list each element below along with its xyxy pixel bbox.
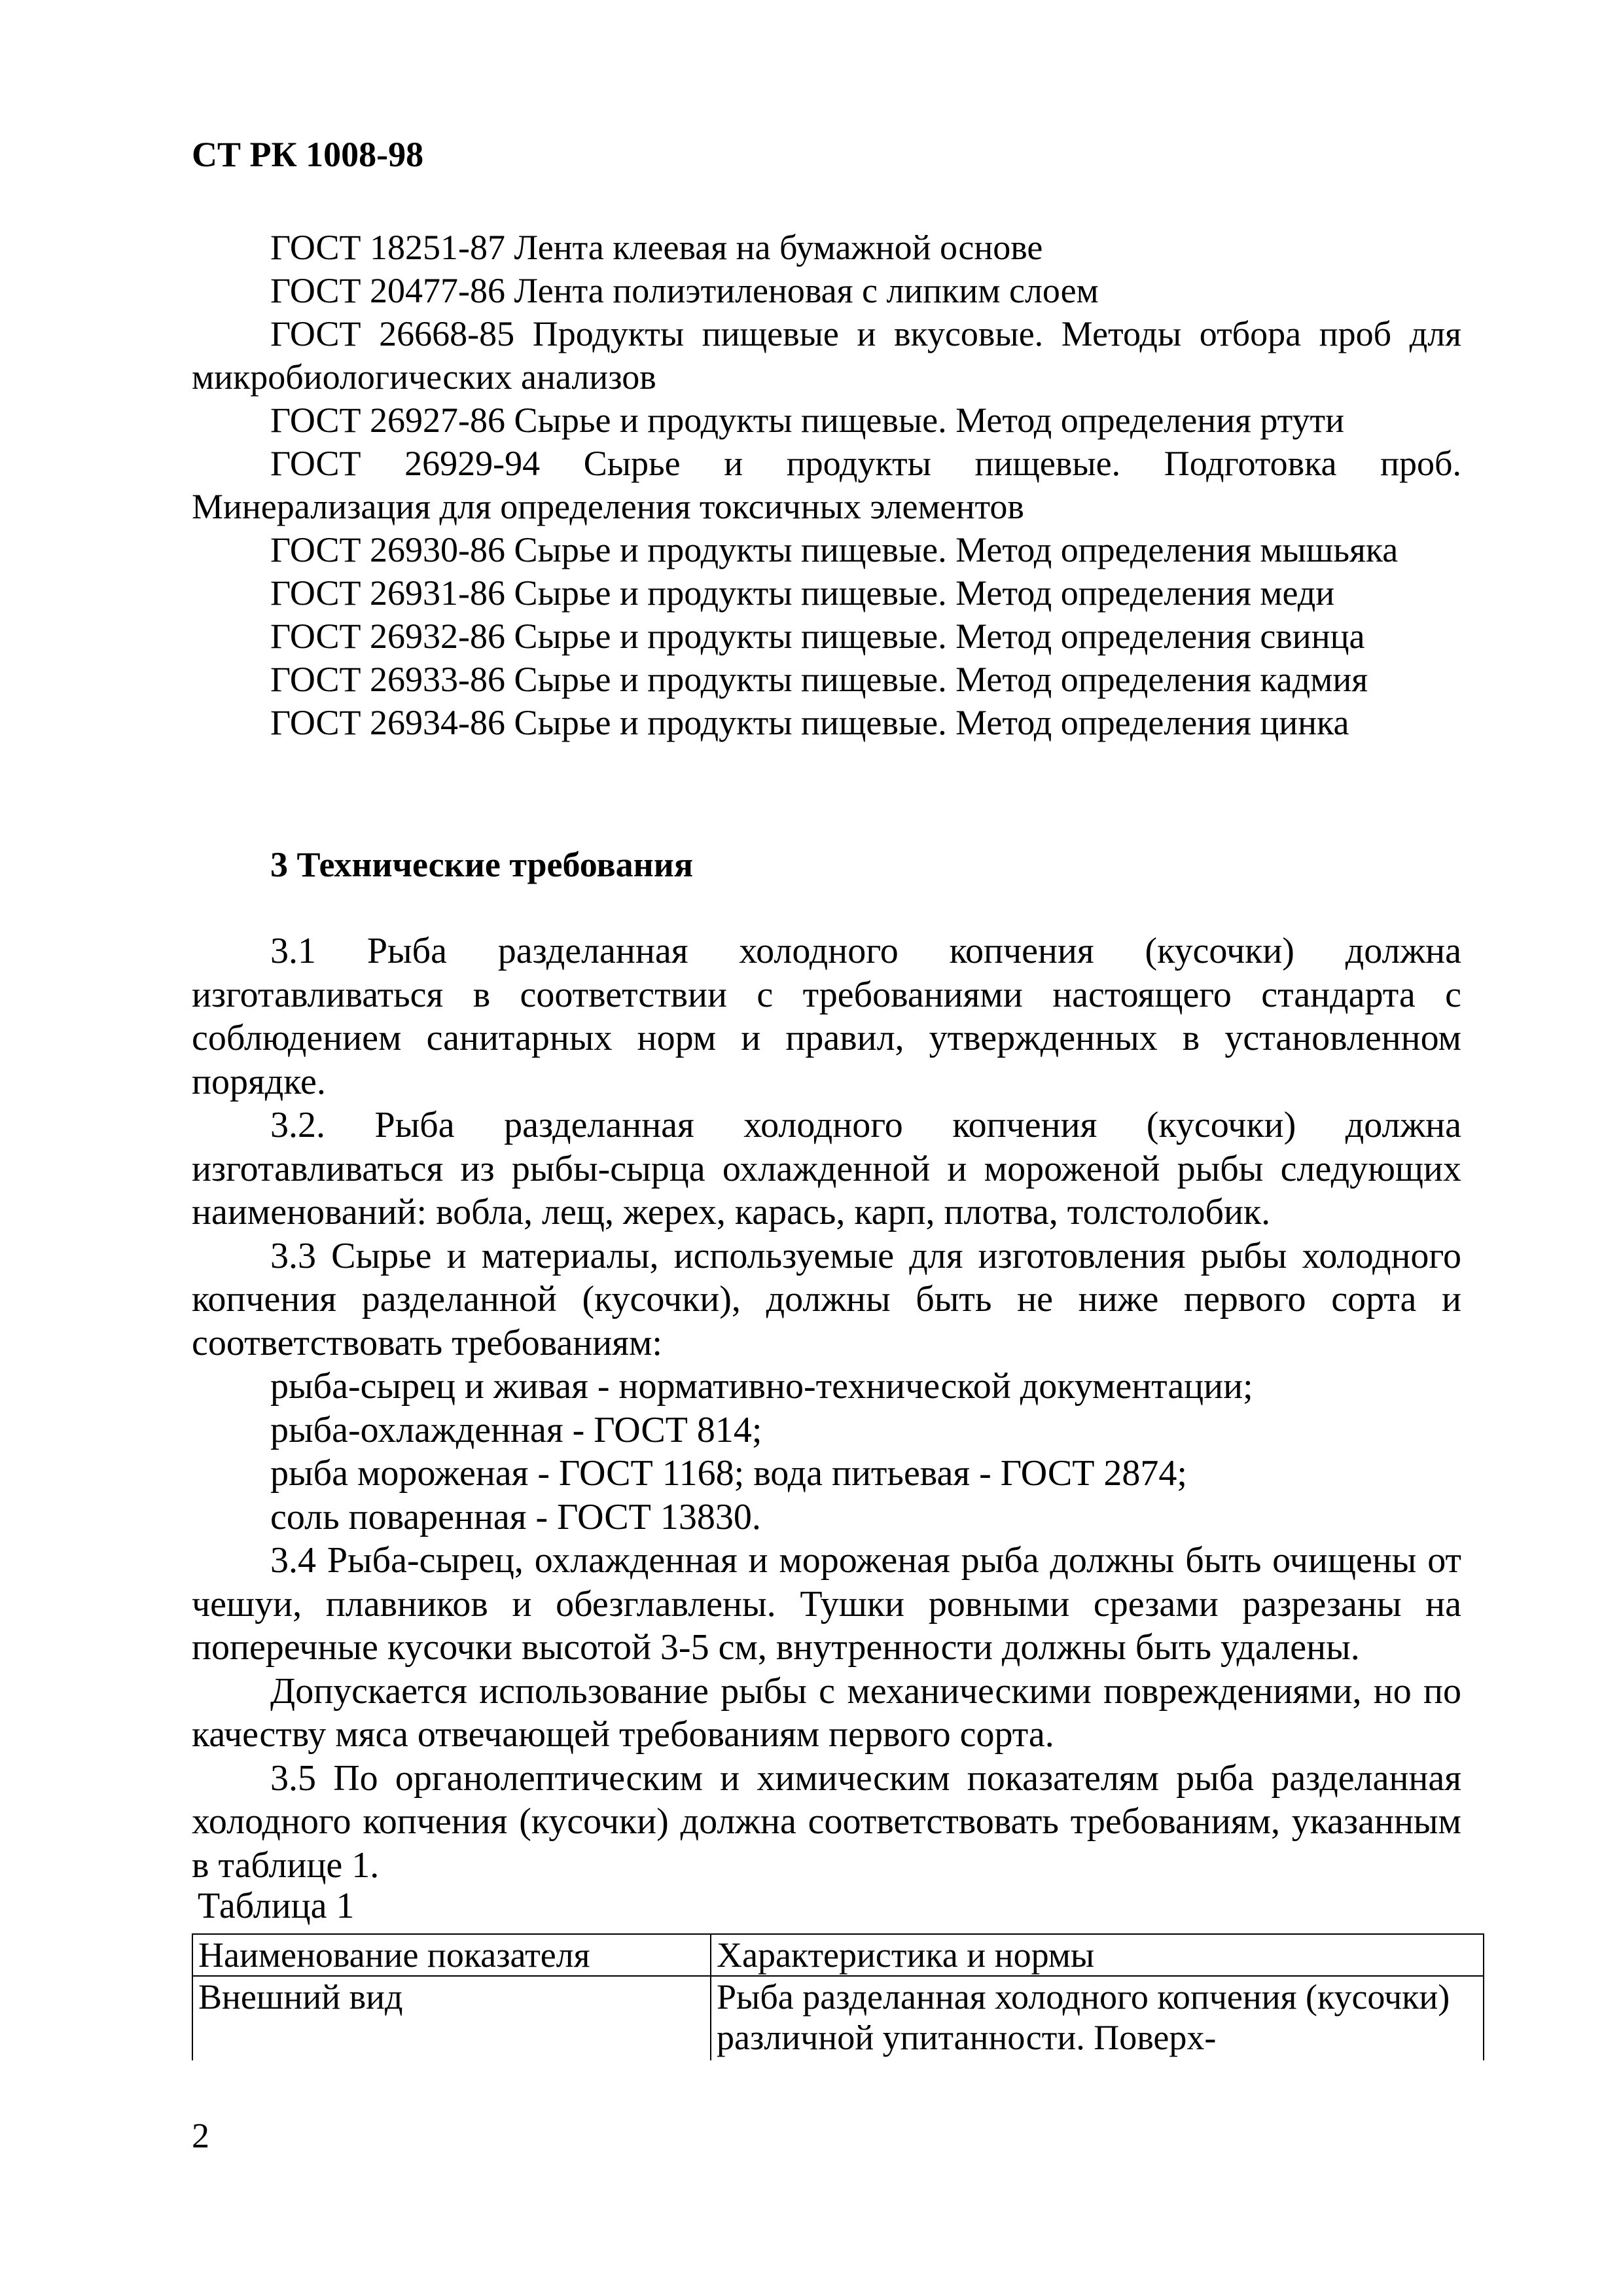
reference-item: ГОСТ 26929-94 Сырье и продукты пищевые. Подготовка проб. Минерализация для определения токсичных элементов (192, 444, 1461, 526)
table-header-cell: Наименование показателя (192, 1934, 711, 1976)
section-body (192, 929, 1461, 1887)
reference-item: ГОСТ 26931-86 Сырье и продукты пищевые. Метод определения меди (270, 573, 1335, 613)
requirements-table (192, 1933, 1484, 2060)
reference-item: ГОСТ 26668-85 Продукты пищевые и вкусовые. Методы отбора проб для микробиологических анализов (192, 314, 1461, 397)
list-item: рыба-сырец и живая - нормативно-технической документации; (270, 1366, 1253, 1407)
paragraph-3-1: 3.1 Рыба разделанная холодного копчения (кусочки) должна изготавливаться в соответствии с требованиями настоящего стандарта с соблюдением санитарных норм и правил, утвержденных в установленном порядке. (192, 931, 1461, 1102)
paragraph-3-4-note: Допускается использование рыбы с механическими повреждениями, но по качеству мяса отвечающей требованиям первого сорта. (192, 1670, 1461, 1755)
reference-item: ГОСТ 26934-86 Сырье и продукты пищевые. Метод определения цинка (270, 703, 1349, 742)
paragraph-3-4: 3.4 Рыба-сырец, охлажденная и мороженая рыба должны быть очищены от чешуи, плавников и обезглавлены. Тушки ровными срезами разрезаны на поперечные кусочки высотой 3-5 см, внутренности должны быть удалены. (192, 1540, 1461, 1668)
table-header-cell: Характеристика и нормы (711, 1934, 1484, 1976)
document-code: СТ РК 1008-98 (192, 135, 424, 174)
table-caption: Таблица 1 (198, 1886, 355, 1926)
table-header-row (192, 1934, 1484, 1976)
reference-item: ГОСТ 26927-86 Сырье и продукты пищевые. Метод определения ртути (270, 401, 1345, 440)
paragraph-3-5: 3.5 По органолептическим и химическим показателям рыба разделанная холодного копчения (кусочки) должна соответствовать требованиям, указанным в таблице 1. (192, 1757, 1461, 1886)
table-cell: Внешний вид (192, 1976, 711, 2060)
page-number: 2 (192, 2116, 209, 2155)
table-cell: Рыба разделанная холодного копчения (кусочки) различной упитанности. Поверх- (711, 1976, 1484, 2060)
list-item: рыба мороженая - ГОСТ 1168; вода питьевая - ГОСТ 2874; (270, 1453, 1187, 1494)
paragraph-3-2: 3.2. Рыба разделанная холодного копчения (кусочки) должна изготавливаться из рыбы-сырца охлажденной и мороженой рыбы следующих наименований: вобла, лещ, жерех, карась, карп, плотва, толстолобик. (192, 1105, 1461, 1232)
reference-item: ГОСТ 18251-87 Лента клеевая на бумажной основе (270, 228, 1043, 267)
section-heading: 3 Технические требования (270, 845, 694, 884)
paragraph-3-3: 3.3 Сырье и материалы, используемые для изготовления рыбы холодного копчения разделанной (кусочки), должны быть не ниже первого сорта и соответствовать требованиям: (192, 1235, 1461, 1363)
reference-item: ГОСТ 26932-86 Сырье и продукты пищевые. Метод определения свинца (270, 617, 1365, 656)
references-list (192, 226, 1461, 744)
list-item: рыба-охлажденная - ГОСТ 814; (270, 1409, 762, 1450)
table-row (192, 1976, 1484, 2060)
reference-item: ГОСТ 20477-86 Лента полиэтиленовая с липким слоем (270, 271, 1099, 310)
reference-item: ГОСТ 26930-86 Сырье и продукты пищевые. Метод определения мышьяка (270, 530, 1399, 569)
list-item: соль поваренная - ГОСТ 13830. (270, 1496, 761, 1537)
reference-item: ГОСТ 26933-86 Сырье и продукты пищевые. Метод определения кадмия (270, 660, 1368, 699)
